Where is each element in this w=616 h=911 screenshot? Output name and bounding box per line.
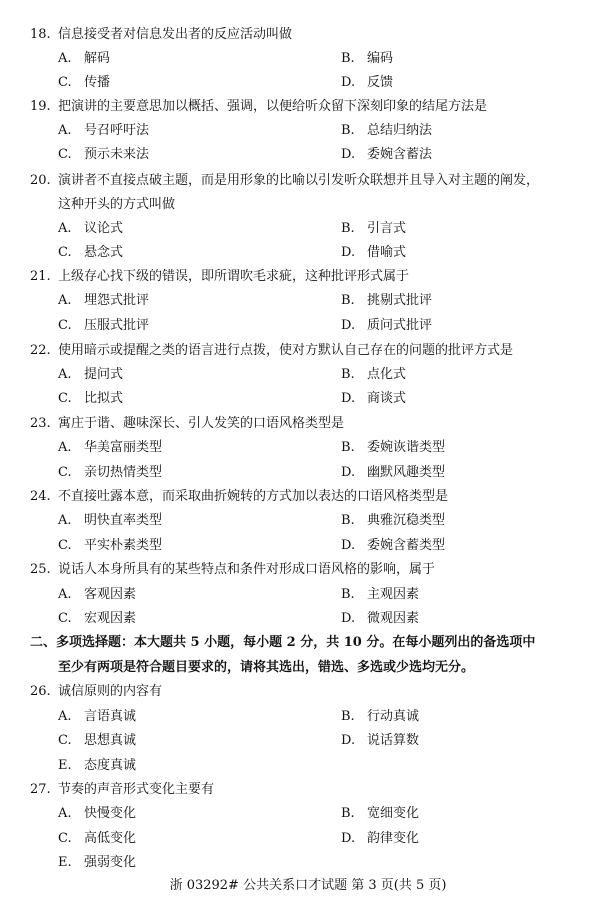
question-stem: 把演讲的主要意思加以概括、强调，以便给听众留下深刻印象的结尾方法是 <box>58 99 488 114</box>
option-a: A. 埋怨式批评 <box>58 293 150 308</box>
question-24 <box>30 489 602 505</box>
question-19 <box>30 99 602 115</box>
option-c: C. 宏观因素 <box>58 611 137 626</box>
question-stem: 诚信原则的内容有 <box>58 684 163 699</box>
question-stem: 信息接受者对信息发出者的反应活动叫做 <box>58 27 293 42</box>
question-27 <box>30 782 602 798</box>
option-d: D. 反馈 <box>341 75 394 90</box>
option-d: D. 商谈式 <box>341 391 407 406</box>
option-a: A. 客观因素 <box>58 587 137 602</box>
option-a: A. 华美富丽类型 <box>58 440 163 455</box>
option-a: A. 言语真诚 <box>58 709 137 724</box>
question-22 <box>30 343 602 359</box>
option-c: C. 亲切热情类型 <box>58 465 163 480</box>
question-stem: 上级存心找下级的错误，即所谓吹毛求疵，这种批评形式属于 <box>58 269 410 284</box>
option-e: E. 态度真诚 <box>58 758 137 773</box>
question-number: 25. <box>30 562 51 577</box>
option-b: B. 典雅沉稳类型 <box>341 513 446 528</box>
option-a: A. 解码 <box>58 51 111 66</box>
question-stem-continued: 这种开头的方式叫做 <box>58 197 176 212</box>
option-c: C. 平实朴素类型 <box>58 538 163 553</box>
question-stem: 使用暗示或提醒之类的语言进行点拨，使对方默认自己存在的问题的批评方式是 <box>58 343 514 358</box>
option-c: C. 压服式批评 <box>58 318 150 333</box>
option-a: A. 议论式 <box>58 221 124 236</box>
question-number: 24. <box>30 489 51 504</box>
option-a: A. 号召呼吁法 <box>58 123 150 138</box>
question-stem: 寓庄于谐、趣味深长、引人发笑的口语风格类型是 <box>58 416 345 431</box>
question-number: 27. <box>30 782 51 797</box>
option-d: D. 借喻式 <box>341 245 407 260</box>
option-b: B. 行动真诚 <box>341 709 420 724</box>
option-b: B. 引言式 <box>341 221 407 236</box>
option-c: C. 预示未来法 <box>58 147 150 162</box>
option-b: B. 编码 <box>341 51 394 66</box>
option-c: C. 比拟式 <box>58 391 124 406</box>
option-b: B. 主观因素 <box>341 587 420 602</box>
section-heading-continued: 至少有两项是符合题目要求的，请将其选出，错选、多选或少选均无分。 <box>58 660 475 675</box>
option-d: D. 委婉含蓄类型 <box>341 538 446 553</box>
question-25 <box>30 562 602 578</box>
option-c: C. 高低变化 <box>58 831 137 846</box>
question-number: 21. <box>30 269 51 284</box>
question-18 <box>30 27 602 43</box>
option-a: A. 快慢变化 <box>58 806 137 821</box>
question-number: 18. <box>30 27 51 42</box>
question-23 <box>30 416 602 432</box>
option-a: A. 提问式 <box>58 367 124 382</box>
option-e: E. 强弱变化 <box>58 855 137 870</box>
section-heading: 二、多项选择题：本大题共 5 小题，每小题 2 分，共 10 分。在每小题列出的备选项中 <box>30 635 536 650</box>
option-b: B. 点化式 <box>341 367 407 382</box>
option-d: D. 韵律变化 <box>341 831 420 846</box>
option-b: B. 总结归纳法 <box>341 123 433 138</box>
option-d: D. 微观因素 <box>341 611 420 626</box>
question-20 <box>30 173 602 189</box>
page-footer: 浙 03292# 公共关系口才试题 第 3 页(共 5 页) <box>169 878 447 893</box>
option-a: A. 明快直率类型 <box>58 513 163 528</box>
option-d: D. 说话算数 <box>341 733 420 748</box>
option-c: C. 思想真诚 <box>58 733 137 748</box>
question-26 <box>30 684 602 700</box>
option-c: C. 传播 <box>58 75 111 90</box>
option-c: C. 悬念式 <box>58 245 124 260</box>
question-number: 23. <box>30 416 51 431</box>
option-d: D. 委婉含蓄法 <box>341 147 433 162</box>
question-stem: 不直接吐露本意，而采取曲折婉转的方式加以表达的口语风格类型是 <box>58 489 449 504</box>
question-number: 19. <box>30 99 51 114</box>
option-d: D. 质问式批评 <box>341 318 433 333</box>
question-stem: 说话人本身所具有的某些特点和条件对形成口语风格的影响，属于 <box>58 562 436 577</box>
question-number: 26. <box>30 684 51 699</box>
option-d: D. 幽默风趣类型 <box>341 465 446 480</box>
question-stem: 演讲者不直接点破主题，而是用形象的比喻以引发听众联想并且导入对主题的阐发， <box>58 173 540 188</box>
question-stem: 节奏的声音形式变化主要有 <box>58 782 215 797</box>
question-number: 20. <box>30 173 51 188</box>
question-21 <box>30 269 602 285</box>
option-b: B. 宽细变化 <box>341 806 420 821</box>
question-number: 22. <box>30 343 51 358</box>
option-b: B. 委婉诙谐类型 <box>341 440 446 455</box>
option-b: B. 挑剔式批评 <box>341 293 433 308</box>
